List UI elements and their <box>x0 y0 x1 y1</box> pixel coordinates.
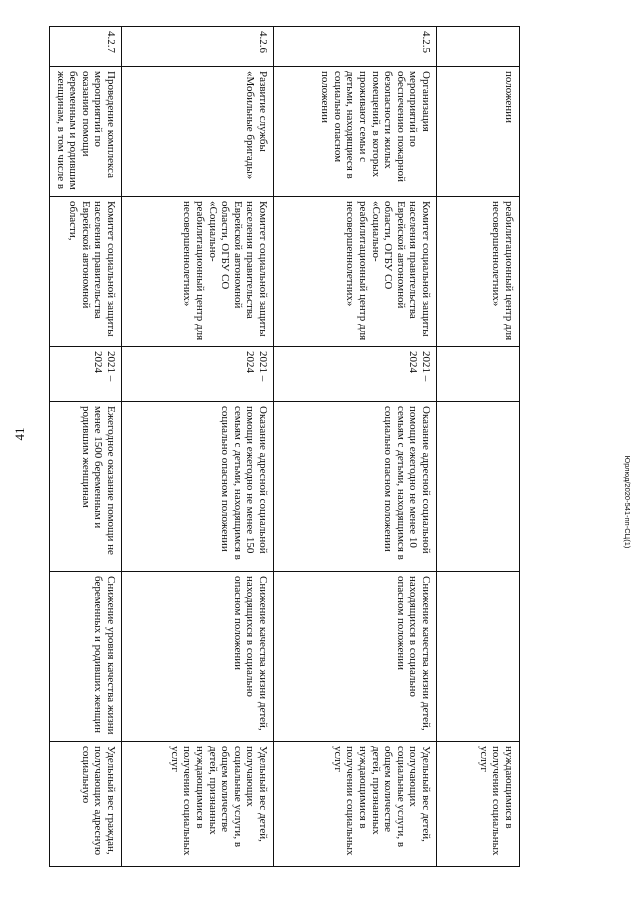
cell-executor: Комитет социальной защиты населения правительства Еврейской автономной области, ОГБУ СО «Социально-реабилитационный центр для несовершеннолетних» <box>122 197 274 347</box>
cell-expected-result: Оказание адресной социальной помощи ежегодно не менее 150 семьям с детьми, находящимся в социально опасном положении <box>122 402 274 572</box>
cell-executor: Комитет социальной защиты населения правительства Еврейской автономной области, <box>50 197 122 347</box>
cell-expected-result: Оказание адресной социальной помощи ежегодно не менее 10 семьям с детьми, находящимся в социально опасном положении <box>274 402 437 572</box>
cell-consequences: Снижение уровня качества жизни беременных и родивших женщин <box>50 572 122 742</box>
table-row <box>50 27 122 867</box>
cell-indicator: Удельный вес граждан, получающих адресную социальную <box>50 742 122 867</box>
cell-measure-name: Проведение комплекса мероприятий по оказанию помощи беременным и родившим женщинам, в том числе в <box>50 67 122 197</box>
cell-indicator: Удельный вес детей, получающих социальные услуги, в общем количестве детей, признанных нуждающимися в получении социальных услуг <box>274 742 437 867</box>
page-number: 41 <box>12 427 27 441</box>
cell-number: 4.2.6 <box>122 27 274 67</box>
cell-executor: реабилитационный центр для несовершеннолетних» <box>437 197 520 347</box>
table-row <box>122 27 274 867</box>
cell-consequences: Снижение качества жизни детей, находящихся в социально опасном положении <box>274 572 437 742</box>
cell-indicator: нуждающимися в получении социальных услуг <box>437 742 520 867</box>
cell-indicator: Удельный вес детей, получающих социальные услуги, в общем количестве детей, признанных нуждающимися в получении социальных услуг <box>122 742 274 867</box>
cell-period: 2021 – 2024 <box>50 347 122 402</box>
cell-number: 4.2.5 <box>274 27 437 67</box>
table-row <box>437 27 520 867</box>
document-code: Юрлюд/2020-541-пп-СЦ(1) <box>623 455 632 549</box>
cell-measure-name: положении <box>437 67 520 197</box>
rotated-table-container <box>54 26 520 866</box>
measures-table <box>49 26 520 867</box>
cell-consequences: Снижение качества жизни детей, находящихся в социально опасном положении <box>122 572 274 742</box>
table-row <box>274 27 437 867</box>
cell-measure-name: Развитие службы «Мобильные бригады» <box>122 67 274 197</box>
cell-number <box>437 27 520 67</box>
cell-executor: Комитет социальной защиты населения правительства Еврейской автономной области, ОГБУ СО «Социально-реабилитационный центр для несовершеннолетних» <box>274 197 437 347</box>
cell-period: 2021 – 2024 <box>122 347 274 402</box>
cell-expected-result: Ежегодное оказание помощи не менее 1500 беременным и родившим женщинам <box>50 402 122 572</box>
cell-period <box>437 347 520 402</box>
cell-number: 4.2.7 <box>50 27 122 67</box>
cell-expected-result <box>437 402 520 572</box>
cell-period: 2021 – 2024 <box>274 347 437 402</box>
cell-measure-name: Организация мероприятий по обеспечению пожарной безопасности жилых помещений, в которых проживают семьи с детьми, находящиеся в социально опасном положении <box>274 67 437 197</box>
cell-consequences <box>437 572 520 742</box>
